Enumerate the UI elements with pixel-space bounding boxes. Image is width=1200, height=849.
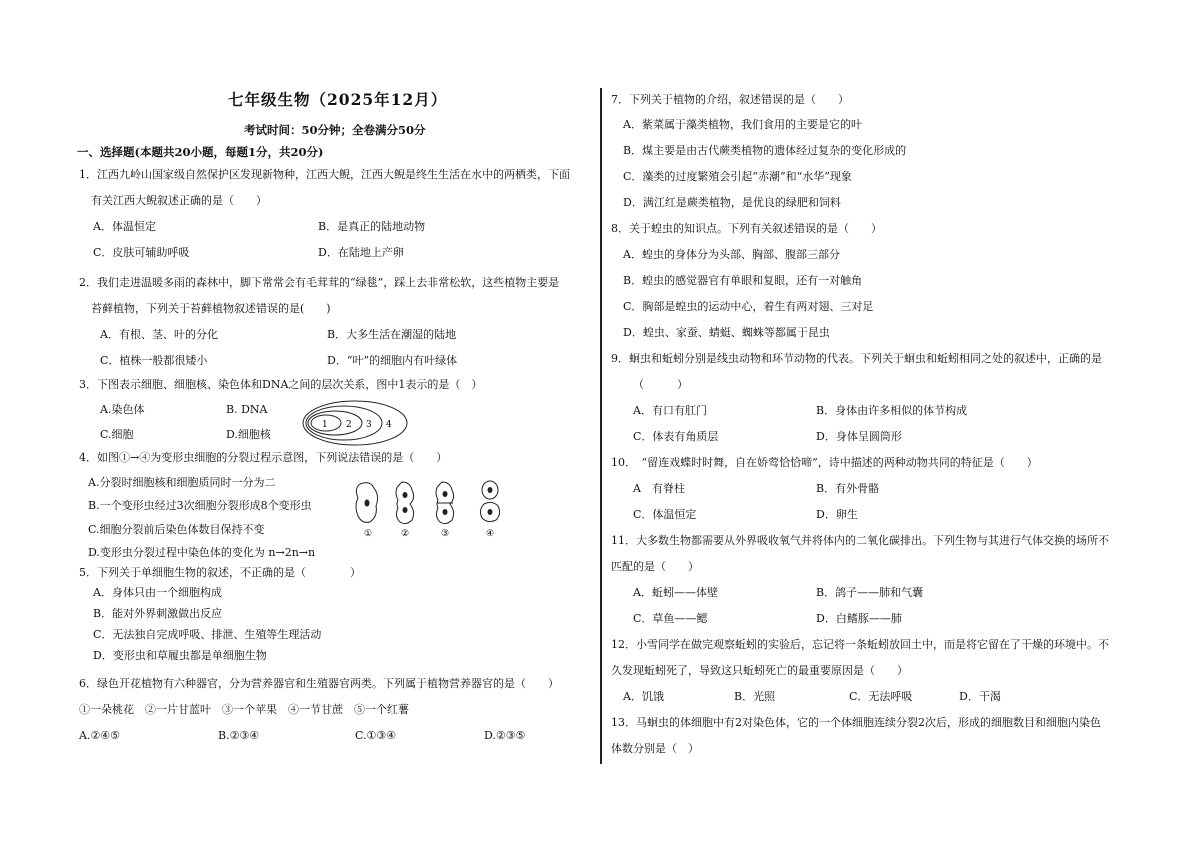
question-10-option-a[interactable]: A 有脊柱 [633,482,685,495]
question-6-option-a[interactable]: A.②④⑤ [79,729,121,742]
question-1-stem: 1．江西九岭山国家级自然保护区发现新物种，江西大鲵，江西大鲵是终生生活在水中的两栖类，下面 [79,168,570,181]
question-12-option-d[interactable]: D．干渴 [959,690,1001,703]
question-9-option-a[interactable]: A．有口有肛门 [633,404,707,417]
question-12-option-b[interactable]: B．光照 [734,690,776,703]
diagram-label-2: 2 [346,420,352,430]
question-12-option-a[interactable]: A．饥饿 [623,690,664,703]
question-11-option-c[interactable]: C．草鱼——鳃 [633,612,708,625]
question-4-option-a[interactable]: A.分裂时细胞核和细胞质同时一分为二 [88,476,276,489]
question-7-option-d[interactable]: D．满江红是蕨类植物，是优良的绿肥和饲料 [623,196,841,209]
question-12-stem: 12．小雪同学在做完观察蚯蚓的实验后，忘记将一条蚯蚓放回土中，而是将它留在了干燥的环境中。不 [611,638,1109,651]
diagram-label-3: 3 [366,420,372,430]
question-8-option-d[interactable]: D．蝗虫、家蚕、蜻蜓、蜘蛛等都属于昆虫 [623,326,830,339]
question-2-stem-cont: 苔藓植物，下列关于苔藓植物叙述错误的是( ) [91,302,331,315]
question-10-option-b[interactable]: B．有外骨骼 [816,482,880,495]
question-12-option-c[interactable]: C．无法呼吸 [849,690,913,703]
question-2-option-a[interactable]: A．有根、茎、叶的分化 [100,328,218,341]
question-11-option-b[interactable]: B．鸽子——肺和气囊 [816,586,924,599]
question-4-option-c[interactable]: C.细胞分裂前后染色体数目保持不变 [88,523,265,536]
question-13-stem: 13．马蛔虫的体细胞中有2对染色体，它的一个体细胞连续分裂2次后，形成的细胞数目和细胞内染色 [611,716,1101,729]
question-6-stem: 6．绿色开花植物有六种器官，分为营养器官和生殖器官两类。下列属于植物营养器官的是（ ） [79,677,559,690]
exam-info: 考试时间：50分钟；全卷满分50分 [244,123,426,137]
question-10-option-d[interactable]: D．卵生 [816,508,858,521]
question-5-option-b[interactable]: B．能对外界刺激做出反应 [93,607,223,620]
question-8-option-c[interactable]: C．胸部是蝗虫的运动中心，着生有两对翅、三对足 [623,300,874,313]
question-5-option-c[interactable]: C．无法独自完成呼吸、排泄、生殖等生理活动 [93,628,322,641]
diagram-label-4: 4 [386,420,392,430]
question-3-option-b[interactable]: B. DNA [226,403,268,416]
question-10-stem: 10． “留连戏蝶时时舞，自在娇莺恰恰啼”，诗中描述的两种动物共同的特征是（ ） [611,456,1038,469]
nested-ellipses-diagram [300,398,410,448]
question-10-option-c[interactable]: C．体温恒定 [633,508,697,521]
question-1-option-a[interactable]: A．体温恒定 [93,220,156,233]
question-2-stem: 2．我们走进温暖多雨的森林中，脚下常常会有毛茸茸的“绿毯”，踩上去非常松软，这些植物主要是 [79,276,560,289]
question-6-items: ①一朵桃花 ②一片甘蓝叶 ③一个苹果 ④一节甘蔗 ⑤一个红薯 [79,703,409,716]
question-2-option-b[interactable]: B．大多生活在潮湿的陆地 [327,328,457,341]
question-7-option-b[interactable]: B．煤主要是由古代蕨类植物的遗体经过复杂的变化形成的 [623,144,907,157]
question-9-option-b[interactable]: B．身体由许多相似的体节构成 [816,404,968,417]
stage-label-4: ④ [486,529,495,539]
question-3-option-a[interactable]: A.染色体 [100,403,145,416]
question-1-option-d[interactable]: D．在陆地上产卵 [318,246,404,259]
question-1-option-b[interactable]: B．是真正的陆地动物 [318,220,426,233]
stage-label-3: ③ [441,529,450,539]
diagram-label-1: 1 [322,420,328,430]
question-9-option-d[interactable]: D．身体呈圆筒形 [816,430,902,443]
question-5-option-a[interactable]: A．身体只由一个细胞构成 [93,586,222,599]
question-3-option-c[interactable]: C.细胞 [100,428,134,441]
stage-label-2: ② [401,529,410,539]
question-6-option-d[interactable]: D.②③⑤ [484,729,526,742]
stage-label-1: ① [364,529,373,539]
question-1-option-c[interactable]: C．皮肤可辅助呼吸 [93,246,190,259]
question-4-stem: 4．如图①→④为变形虫细胞的分裂过程示意图，下列说法错误的是（ ） [79,451,448,464]
question-11-option-a[interactable]: A．蚯蚓——体壁 [633,586,718,599]
question-4-option-b[interactable]: B.一个变形虫经过3次细胞分裂形成8个变形虫 [88,499,312,512]
column-divider [600,88,602,764]
question-9-stem-cont: （ ） [633,378,688,391]
question-9-stem: 9．蛔虫和蚯蚓分别是线虫动物和环节动物的代表。下列关于蛔虫和蚯蚓相同之处的叙述中，正确的是 [611,352,1102,365]
section-heading: 一、选择题(本题共20小题，每题1分，共20分) [77,145,324,159]
question-8-stem: 8．关于蝗虫的知识点。下列有关叙述错误的是（ ） [611,222,882,235]
question-6-option-b[interactable]: B.②③④ [218,729,260,742]
question-3-stem: 3．下图表示细胞、细胞核、染色体和DNA之间的层次关系，图中1表示的是（ ） [79,378,483,391]
question-7-option-c[interactable]: C．藻类的过度繁殖会引起“赤潮”和“水华”现象 [623,170,852,183]
question-11-stem: 11．大多数生物都需要从外界吸收氧气并将体内的二氧化碳排出。下列生物与其进行气体交换的场所不 [611,534,1109,547]
question-8-option-a[interactable]: A．蝗虫的身体分为头部、胸部、腹部三部分 [623,248,840,261]
question-2-option-c[interactable]: C．植株一般都很矮小 [100,354,208,367]
question-7-option-a[interactable]: A．紫菜属于藻类植物，我们食用的主要是它的叶 [623,118,862,131]
question-3-option-d[interactable]: D.细胞核 [226,428,271,441]
question-2-option-d[interactable]: D．“叶”的细胞内有叶绿体 [327,354,458,367]
question-12-stem-cont: 久发现蚯蚓死了，导致这只蚯蚓死亡的最重要原因是（ ） [611,664,908,677]
question-4-option-d[interactable]: D.变形虫分裂过程中染色体的变化为 n→2n→n [88,546,316,559]
question-11-option-d[interactable]: D．白鳍豚——肺 [816,612,902,625]
question-11-stem-cont: 匹配的是（ ） [611,560,699,573]
page-title: 七年级生物（2025年12月） [228,90,448,109]
right-column [603,0,1200,849]
question-5-option-d[interactable]: D．变形虫和草履虫都是单细胞生物 [93,649,267,662]
question-6-option-c[interactable]: C.①③④ [355,729,397,742]
question-9-option-c[interactable]: C．体表有角质层 [633,430,719,443]
question-13-stem-cont: 体数分别是（ ） [611,742,699,755]
amoeba-division-diagram [352,478,512,540]
question-1-stem-cont: 有关江西大鲵叙述正确的是（ ） [91,194,267,207]
question-7-stem: 7．下列关于植物的介绍，叙述错误的是（ ） [611,93,849,106]
question-8-option-b[interactable]: B．蝗虫的感觉器官有单眼和复眼，还有一对触角 [623,274,863,287]
question-5-stem: 5．下列关于单细胞生物的叙述，不正确的是（ ） [79,566,361,579]
